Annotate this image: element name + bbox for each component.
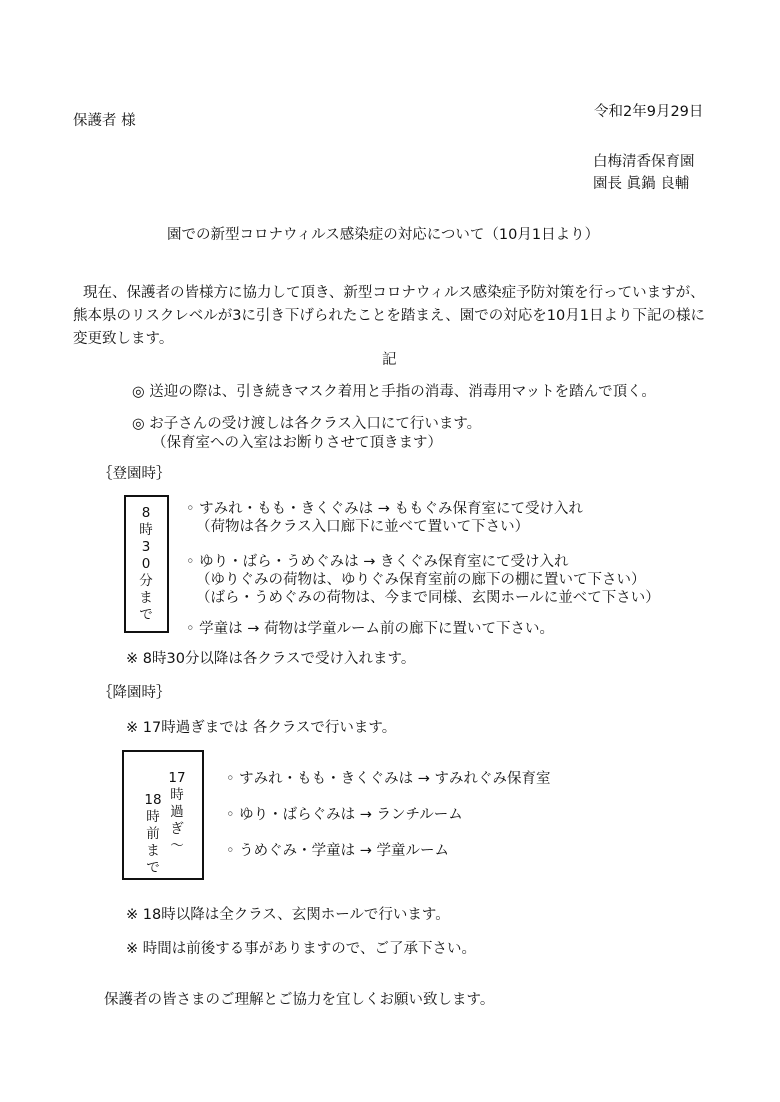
recipient: 保護者 様	[73, 113, 136, 129]
arrival-after-note: ※ 8時30分以降は各クラスで受け入れます。	[126, 651, 416, 667]
closing-message: 保護者の皆さまのご理解とご協力を宜しくお願い致します。	[104, 992, 495, 1008]
arrival-item-1: ◦ すみれ・もも・きくぐみは → ももぐみ保育室にて受け入れ	[186, 501, 584, 517]
handover-note: ◎ お子さんの受け渡しは各クラス入口にて行います。	[132, 416, 482, 432]
arrival-item-2-sub-2: （ばら・うめぐみの荷物は、今まで同様、玄関ホールに並べて下さい）	[196, 590, 660, 606]
departure-before-note: ※ 17時過ぎまでは 各クラスで行います。	[126, 720, 397, 736]
organization-name: 白梅清香保育園	[593, 154, 695, 170]
arrival-time-box	[124, 495, 169, 633]
arrival-item-1-sub: （荷物は各クラス入口廊下に並べて置いて下さい）	[196, 519, 530, 535]
intro-line-2: 熊本県のリスクレベルが3に引き下げられたことを踏まえ、園での対応を10月1日より下記の様に	[73, 308, 705, 324]
document-title: 園での新型コロナウィルス感染症の対応について（10月1日より）	[167, 227, 600, 243]
intro-line-3: 変更致します。	[73, 331, 174, 347]
arrival-item-2: ◦ ゆり・ばら・うめぐみは → きくぐみ保育室にて受け入れ	[186, 554, 569, 570]
departure-time-label-right-col: 18 時 前 ま で	[144, 792, 162, 876]
director-name: 園長 眞鍋 良輔	[593, 176, 690, 192]
handover-subnote: （保育室への入室はお断りさせて頂きます）	[152, 435, 442, 451]
departure-item-2: ◦ ゆり・ばらぐみは → ランチルーム	[226, 807, 463, 823]
arrival-time-label: 8 時 3 0 分 ま で	[139, 505, 153, 623]
intro-line-1: 現在、保護者の皆様方に協力して頂き、新型コロナウィルス感染症予防対策を行っていますが、	[83, 285, 705, 301]
departure-time-label-left-col: 17 時 過 ぎ ～	[168, 770, 186, 854]
departure-time-box	[122, 750, 204, 880]
arrival-heading: ｛登園時｝	[98, 466, 171, 482]
document-date: 令和2年9月29日	[594, 104, 704, 120]
departure-heading: ｛降園時｝	[98, 685, 171, 701]
departure-item-3: ◦ うめぐみ・学童は → 学童ルーム	[226, 843, 450, 859]
departure-after-note-2: ※ 時間は前後する事がありますので、ご了承下さい。	[126, 941, 476, 957]
arrival-item-2-sub-1: （ゆりぐみの荷物は、ゆりぐみ保育室前の廊下の棚に置いて下さい）	[196, 572, 646, 588]
arrival-item-3: ◦ 学童は → 荷物は学童ルーム前の廊下に置いて下さい。	[186, 621, 555, 637]
pickup-note: ◎ 送迎の際は、引き続きマスク着用と手指の消毒、消毒用マットを踏んで頂く。	[132, 384, 656, 400]
departure-after-note-1: ※ 18時以降は全クラス、玄関ホールで行います。	[126, 907, 450, 923]
departure-item-1: ◦ すみれ・もも・きくぐみは → すみれぐみ保育室	[226, 771, 551, 787]
ki-marker: 記	[382, 352, 397, 368]
